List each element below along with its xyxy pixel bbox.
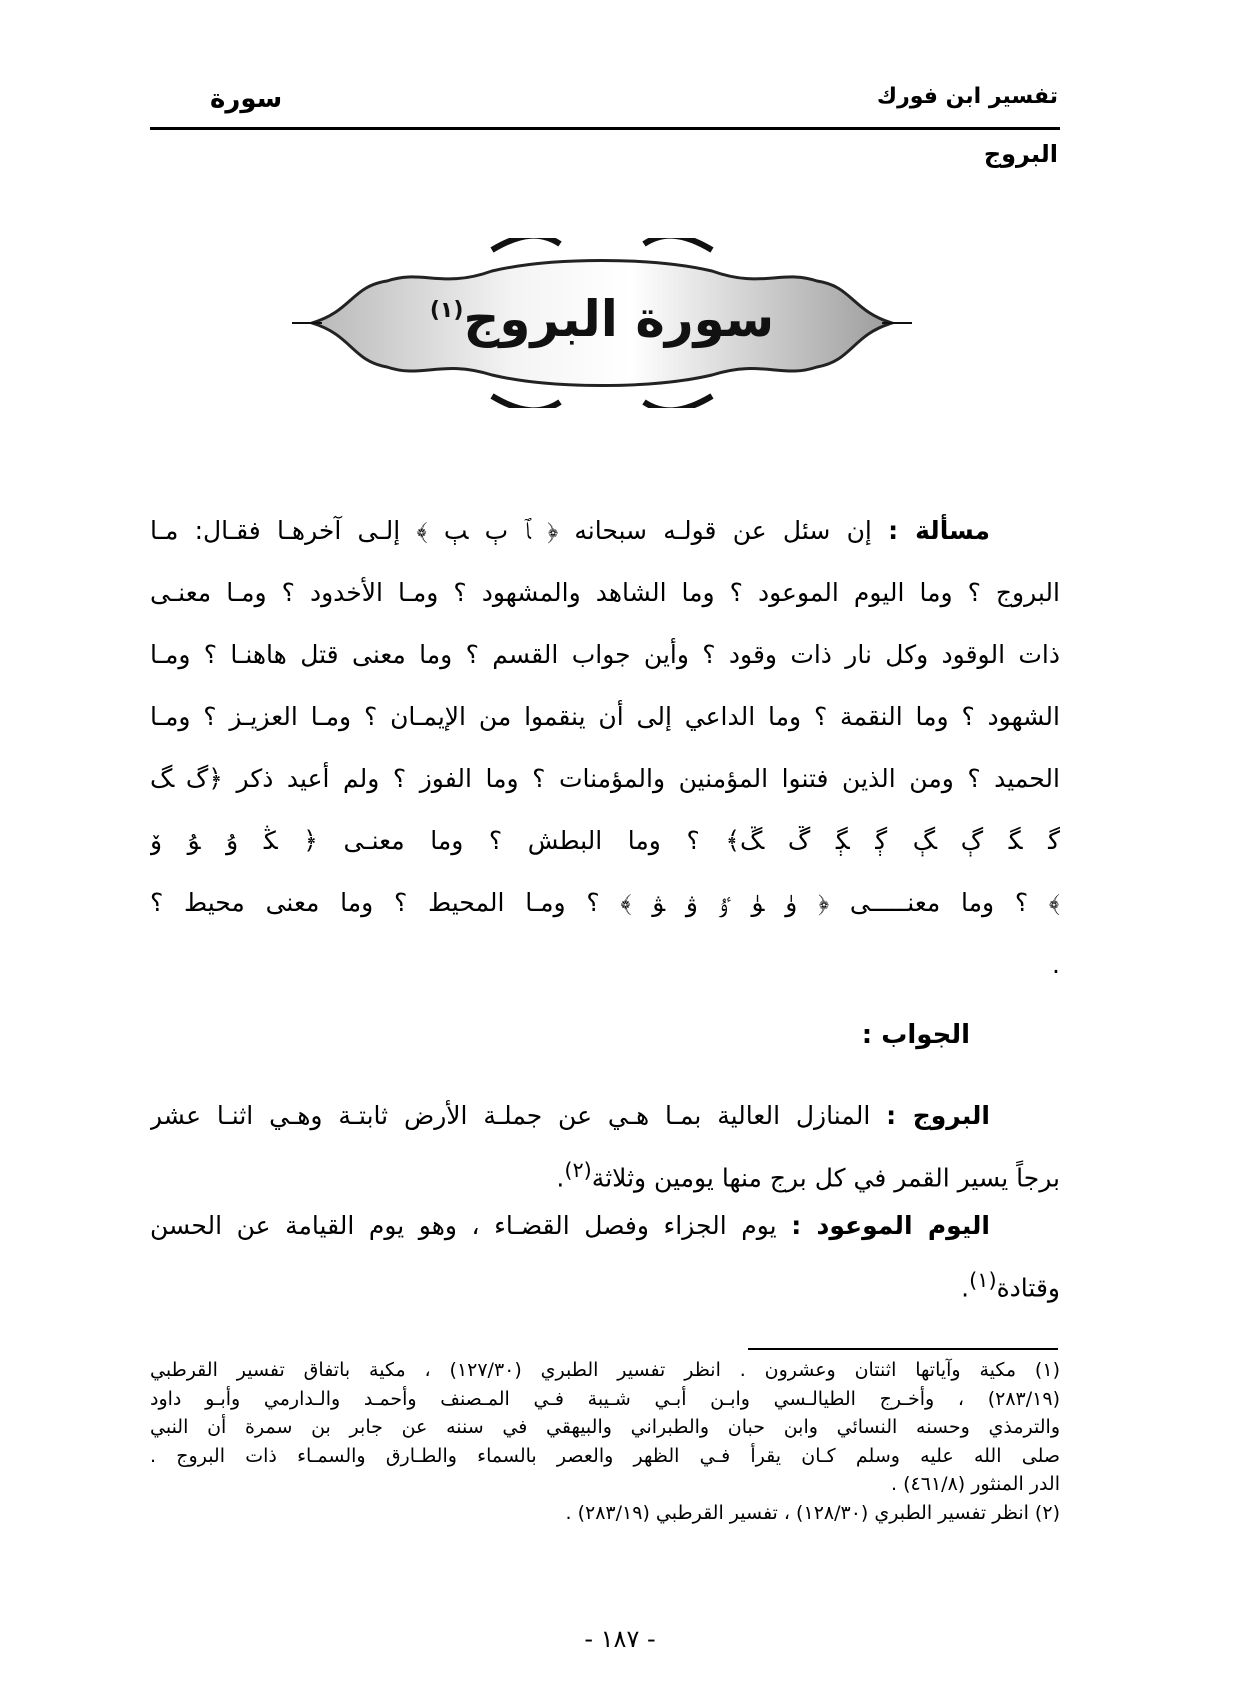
body-line: البروج ؟ وما اليوم الموعود ؟ وما الشاهد والمشهود ؟ ومـا الأخدود ؟ ومـا معنـى <box>150 578 1060 607</box>
body-line: . <box>1052 950 1060 979</box>
definition-line: وقتادة$^{(١)}$. <box>961 1268 1060 1303</box>
footnote-line: (٢) انظر تفسير الطبري (١٢٨/٣٠) ، تفسير القرطبي (٢٨٣/١٩) . <box>565 1501 1060 1524</box>
footnote-line: (٢٨٣/١٩) ، وأخـرج الطيالـسي وابـن أبـي شـيبة فـي المـصنف وأحمـد والـدارمي وأبـو داود <box>150 1387 1060 1410</box>
footnote-separator <box>748 1348 1058 1350</box>
definition-term: اليوم الموعود : <box>791 1211 990 1240</box>
body-line: الحميد ؟ ومن الذين فتنوا المؤمنين والمؤمنات ؟ وما الفوز ؟ ولم أعيد ذكر ﴿ﮒ ﮓ <box>150 764 1060 793</box>
answer-heading: الجواب : <box>861 1020 970 1050</box>
answer-definitions <box>150 1088 1060 1308</box>
definition-line: برجاً يسير القمر في كل برج منها يومين وثلاثة$^{(٢)}$. <box>556 1158 1060 1193</box>
body-line: ﴾ ؟ وما معنـــــى ﴿ ﯛ ﯜ ﯝ ﯞ ﯟ ﴾ ؟ ومـا المحيط ؟ وما معنى محيط ؟ <box>150 888 1060 917</box>
header-rule <box>150 127 1060 130</box>
footnote-marker: (١) <box>429 298 464 323</box>
definition-line: اليوم الموعود : يوم الجزاء وفصل القضـاء ، وهو يوم القيامة عن الحسن <box>150 1211 990 1240</box>
body-line: ﮔ ﮕ ﮖ ﮗ ﮘ ﮙ ﮚ ﮛ﴾ ؟ وما البطش ؟ وما معنـى ﴿ ﯖ ﯗ ﯘ ﯙ <box>150 826 1060 855</box>
running-header-book-title: تفسير ابن فورك <box>876 84 1058 109</box>
definition-term: البروج : <box>886 1101 990 1130</box>
running-header-surah: البروج <box>983 140 1058 168</box>
footnote-marker: (٢) <box>564 1158 592 1182</box>
page-number: - ١٨٧ - <box>584 1625 656 1653</box>
question-label: مسألة : <box>888 516 990 545</box>
surah-title <box>292 290 912 348</box>
footnote-marker: (١) <box>969 1268 997 1292</box>
surah-title-text: سورة البروج <box>463 290 775 348</box>
footnotes <box>150 1356 1060 1527</box>
body-line: مسألة : إن سئل عن قولـه سبحانه ﴿ ﭑ ﭒ ﭓ ﴾ إلـى آخرهـا فقـال: مـا <box>150 516 990 545</box>
surah-title-banner <box>292 238 912 408</box>
footnote-line: والترمذي وحسنه النسائي وابن حبان والطبراني والبيهقي في سننه عن جابر بن سمرة أن النبي <box>150 1416 1060 1438</box>
body-line: ذات الوقود وكل نار ذات وقود ؟ وأين جواب القسم ؟ وما معنى قتل هاهنـا ؟ ومـا <box>150 640 1060 669</box>
footnote-line: صلى الله عليه وسلم كـان يقرأ فـي الظهر والعصر بالسماء والطـارق والسمـاء ذات البروج . <box>150 1444 1060 1467</box>
running-header-section: سورة <box>210 84 283 114</box>
footnote-line: الدر المنثور (٤٦١/٨) . <box>891 1473 1060 1495</box>
question-paragraph <box>150 500 1060 996</box>
body-line: الشهود ؟ وما النقمة ؟ وما الداعي إلى أن ينقموا من الإيمـان ؟ ومـا العزيـز ؟ ومـا <box>150 702 1060 731</box>
footnote-line: (١) مكية وآياتها اثنتان وعشرون . انظر تفسير الطبري (١٢٧/٣٠) ، مكية باتفاق تفسير القرطبي <box>150 1359 1060 1381</box>
definition-line: البروج : المنازل العالية بمـا هـي عن جملـة الأرض ثابتـة وهـي اثنـا عشر <box>150 1101 990 1130</box>
